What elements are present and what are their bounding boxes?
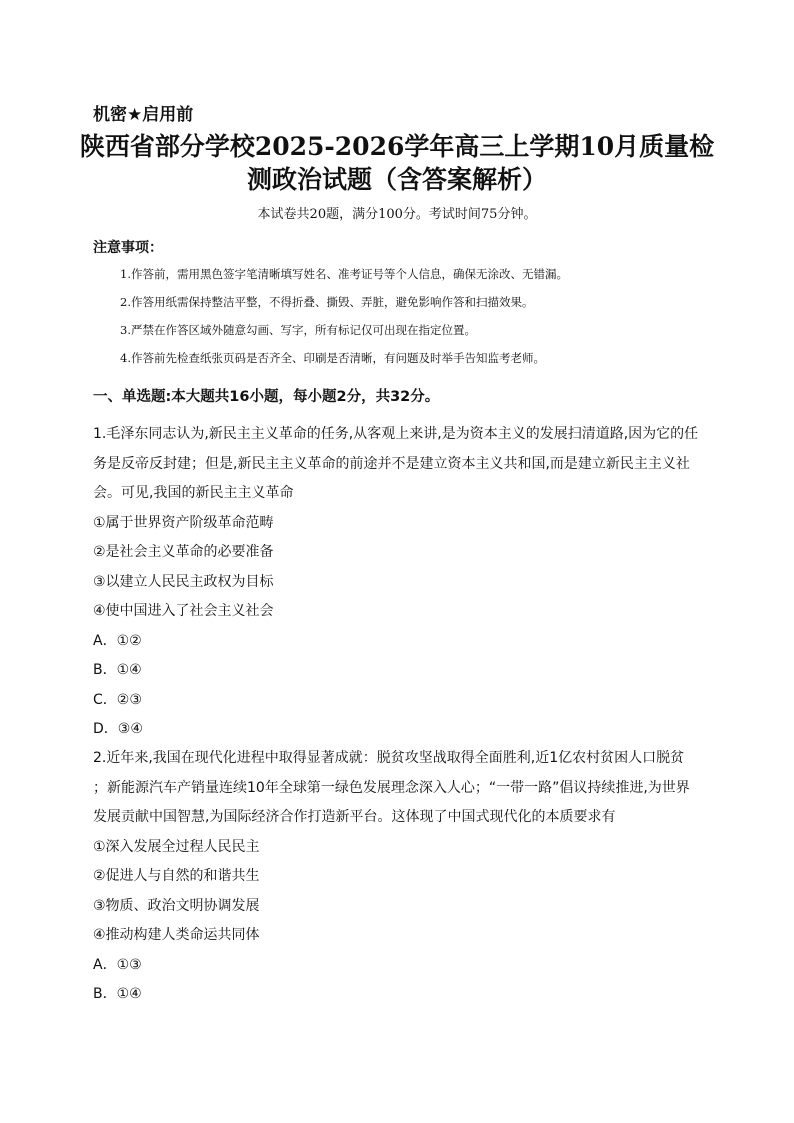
answer-option-c: C．②③ xyxy=(93,691,142,708)
notice-item-2: 2.作答用纸需保持整洁平整，不得折叠、撕毁、弄脏，避免影响作答和扫描效果。 xyxy=(120,295,534,309)
statement-item: ④推动构建人类命运共同体 xyxy=(93,927,260,943)
answer-option-a: A．①③ xyxy=(93,956,142,973)
answer-option-a: A．①② xyxy=(93,632,142,649)
statement-item: ③物质、政治文明协调发展 xyxy=(93,897,260,914)
notice-heading: 注意事项： xyxy=(93,240,163,256)
statement-item: ③以建立人民民主政权为目标 xyxy=(93,573,274,590)
answer-option-b: B．①④ xyxy=(93,986,142,1002)
notice-item-1: 1.作答前，需用黑色签字笔清晰填写姓名、准考证号等个人信息，确保无涂改、无错漏。 xyxy=(120,267,568,281)
statement-item: ②促进人与自然的和谐共生 xyxy=(93,868,260,884)
exam-info: 本试卷共20题，满分100分。考试时间75分钟。 xyxy=(257,207,537,222)
notice-item-4: 4.作答前先检查纸张页码是否齐全、印刷是否清晰，有问题及时举手告知监考老师。 xyxy=(120,351,545,365)
question-stem-line: 务是反帝反封建；但是,新民主主义革命的前途并不是建立资本主义共和国,而是建立新民主主义社 xyxy=(93,455,690,472)
question-2 xyxy=(93,744,698,1010)
section-heading: 一、单选题:本大题共16小题，每小题2分，共32分。 xyxy=(93,389,440,405)
answer-option-d: D．③④ xyxy=(93,721,143,737)
confidential-label: 机密★启用前 xyxy=(93,105,194,125)
statement-item: ④使中国进入了社会主义社会 xyxy=(93,603,274,619)
question-stem-line: 发展贡献中国智慧,为国际经济合作打造新平台。这体现了中国式现代化的本质要求有 xyxy=(93,809,616,825)
question-stem-line: 会。可见,我国的新民主主义革命 xyxy=(93,485,294,501)
question-stem-line: ；新能源汽车产销量连续10年全球第一绿色发展理念深入人心；“一带一路”倡议持续推进,为世界 xyxy=(93,779,690,796)
statement-item: ①属于世界资产阶级革命范畴 xyxy=(93,514,274,531)
statement-item: ①深入发展全过程人民民主 xyxy=(93,838,260,855)
exam-title-line-2: 测政治试题（含答案解析） xyxy=(246,165,547,194)
question-stem-line: 2.近年来,我国在现代化进程中取得显著成就：脱贫攻坚战取得全面胜利,近1亿农村贫困人口脱贫 xyxy=(93,750,685,766)
question-1 xyxy=(93,420,698,745)
exam-title-line-1: 陕西省部分学校2025-2026学年高三上学期10月质量检 xyxy=(79,132,715,161)
answer-option-b: B．①④ xyxy=(93,662,142,678)
statement-item: ②是社会主义革命的必要准备 xyxy=(93,544,274,560)
question-stem-line: 1.毛泽东同志认为,新民主主义革命的任务,从客观上来讲,是为资本主义的发展扫清道路,因为它的任 xyxy=(93,426,699,442)
notice-item-3: 3.严禁在作答区域外随意勾画、写字，所有标记仅可出现在指定位置。 xyxy=(120,323,476,337)
